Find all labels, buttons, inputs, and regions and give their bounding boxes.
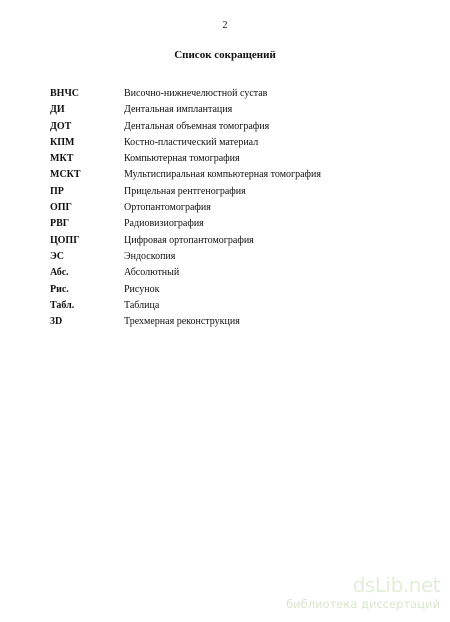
abbreviation-definition: Мультиспиральная компьютерная томография xyxy=(124,169,321,181)
abbreviation-row xyxy=(50,249,430,265)
abbreviation-term: ЦОПГ xyxy=(50,234,80,246)
abbreviation-term: ДИ xyxy=(50,104,65,116)
abbreviation-definition: Компьютерная томография xyxy=(124,153,240,165)
abbreviation-definition: Прицельная рентгенография xyxy=(124,185,246,197)
abbreviation-row xyxy=(50,119,430,135)
abbreviation-row xyxy=(50,184,430,200)
abbreviation-row xyxy=(50,102,430,118)
abbreviation-definition: Дентальная имплантация xyxy=(124,104,233,116)
abbreviation-term: РВГ xyxy=(50,218,70,230)
abbreviation-row xyxy=(50,216,430,232)
page-number: 2 xyxy=(222,20,228,31)
abbreviation-term: ПР xyxy=(50,185,64,197)
abbreviation-term: Табл. xyxy=(50,299,75,311)
watermark-tagline: библиотека диссертаций xyxy=(286,597,440,611)
abbreviation-row xyxy=(50,314,430,330)
abbreviation-term: МКТ xyxy=(50,153,74,165)
abbreviation-row xyxy=(50,298,430,314)
abbreviation-definition: Рисунок xyxy=(124,283,160,295)
abbreviation-term: ВНЧС xyxy=(50,88,80,99)
abbreviation-row xyxy=(50,200,430,216)
abbreviation-list xyxy=(50,86,430,330)
abbreviation-term: 3D xyxy=(50,316,63,328)
abbreviation-row xyxy=(50,151,430,167)
abbreviation-term: ЭС xyxy=(50,250,65,262)
abbreviation-row xyxy=(50,167,430,183)
watermark-logo: dsLib.net xyxy=(352,573,440,597)
page-title: Список сокращений xyxy=(174,49,276,61)
abbreviation-term: Абс. xyxy=(50,267,69,279)
abbreviation-row xyxy=(50,135,430,151)
abbreviation-definition: Абсолютный xyxy=(124,267,180,279)
abbreviation-term: ДОТ xyxy=(50,120,72,132)
abbreviation-term: ОПГ xyxy=(50,202,72,214)
abbreviation-definition: Таблица xyxy=(124,299,160,311)
abbreviation-term: МСКТ xyxy=(50,169,81,181)
abbreviation-term: Рис. xyxy=(50,283,69,295)
abbreviation-row xyxy=(50,265,430,281)
abbreviation-definition: Радиовизиография xyxy=(124,218,204,230)
abbreviation-row xyxy=(50,282,430,298)
abbreviation-definition: Трехмерная реконструкция xyxy=(124,316,240,328)
abbreviation-definition: Ортопантомография xyxy=(124,202,211,214)
abbreviation-definition: Костно-пластический материал xyxy=(124,136,259,148)
abbreviation-term: КПМ xyxy=(50,136,75,148)
abbreviation-row xyxy=(50,233,430,249)
abbreviation-row xyxy=(50,86,430,102)
abbreviation-definition: Цифровая ортопантомография xyxy=(124,234,254,246)
watermark xyxy=(286,574,440,612)
abbreviation-definition: Височно-нижнечелюстной сустав xyxy=(124,88,268,99)
abbreviation-definition: Дентальная объемная томография xyxy=(124,120,270,132)
abbreviation-definition: Эндоскопия xyxy=(124,250,176,262)
